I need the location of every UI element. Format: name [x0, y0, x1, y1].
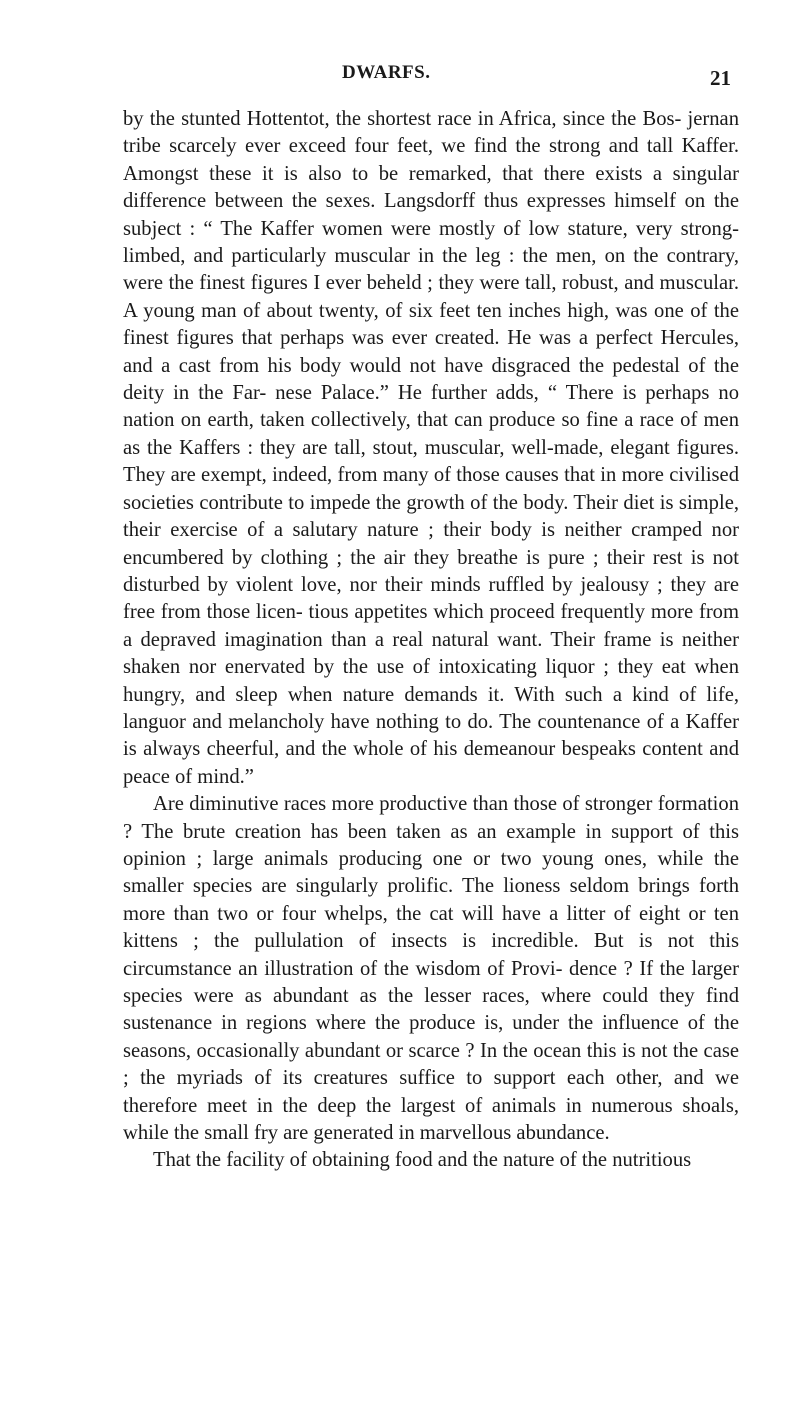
running-title: DWARFS. — [342, 62, 431, 83]
page-number: 21 — [710, 66, 731, 90]
paragraph: Are diminutive races more productive than those of stronger formation ? The brute creation has been taken as an example in support of this opinion ; large animals producing one or two young ones, while the smaller species are singularly prolific. The lioness seldom brings forth more than two or four whelps, the cat will have a litter of eight or ten kittens ; the pullulation of insects is incredible. But is not this circumstance an illustration of the wisdom of Provi- dence ? If the larger species were as abundant as the lesser races, where could they find sustenance in regions where the produce is, under the influence of the seasons, occasionally abundant or scarce ? In the ocean this is not the case ; the myriads of its creatures suffice to support each other, and we therefore meet in the deep the largest of animals in numerous shoals, while the small fry are generated in marvellous abundance. — [123, 793, 739, 1145]
running-header — [0, 58, 800, 88]
paragraph: That the facility of obtaining food and the nature of the nutritious — [153, 1149, 692, 1172]
body-text — [123, 106, 739, 1175]
paragraph-continued: by the stunted Hottentot, the shortest race in Africa, since the Bos- jernan tribe scarcely ever exceed four feet, we find the strong and tall Kaffer. Amongst these it is also to be remarked, that there exists a singular difference between the sexes. Langsdorff thus expresses himself on the subject : “ The Kaffer women were mostly of low stature, very strong-limbed, and particularly muscular in the leg : the men, on the contrary, were the finest figures I ever beheld ; they were tall, robust, and muscular. A young man of about twenty, of six feet ten inches high, was one of the finest figures that perhaps was ever created. He was a perfect Hercules, and a cast from his body would not have disgraced the pedestal of the deity in the Far- nese Palace.” He further adds, “ There is perhaps no nation on earth, taken collectively, that can produce so fine a race of men as the Kaffers : they are tall, stout, muscular, well-made, elegant figures. They are exempt, indeed, from many of those causes that in more civilised societies contribute to impede the growth of the body. Their diet is simple, their exercise of a salutary nature ; their body is neither cramped nor encumbered by clothing ; the air they breathe is pure ; their rest is not disturbed by violent love, nor their minds ruffled by jealousy ; they are free from those licen- tious appetites which proceed frequently more from a depraved imagination than a real natural want. Their frame is neither shaken nor enervated by the use of intoxicating liquor ; they eat when hungry, and sleep when nature demands it. With such a kind of life, languor and melancholy have nothing to do. The countenance of a Kaffer is always cheerful, and the whole of his demeanour bespeaks content and peace of mind.” — [123, 108, 739, 788]
